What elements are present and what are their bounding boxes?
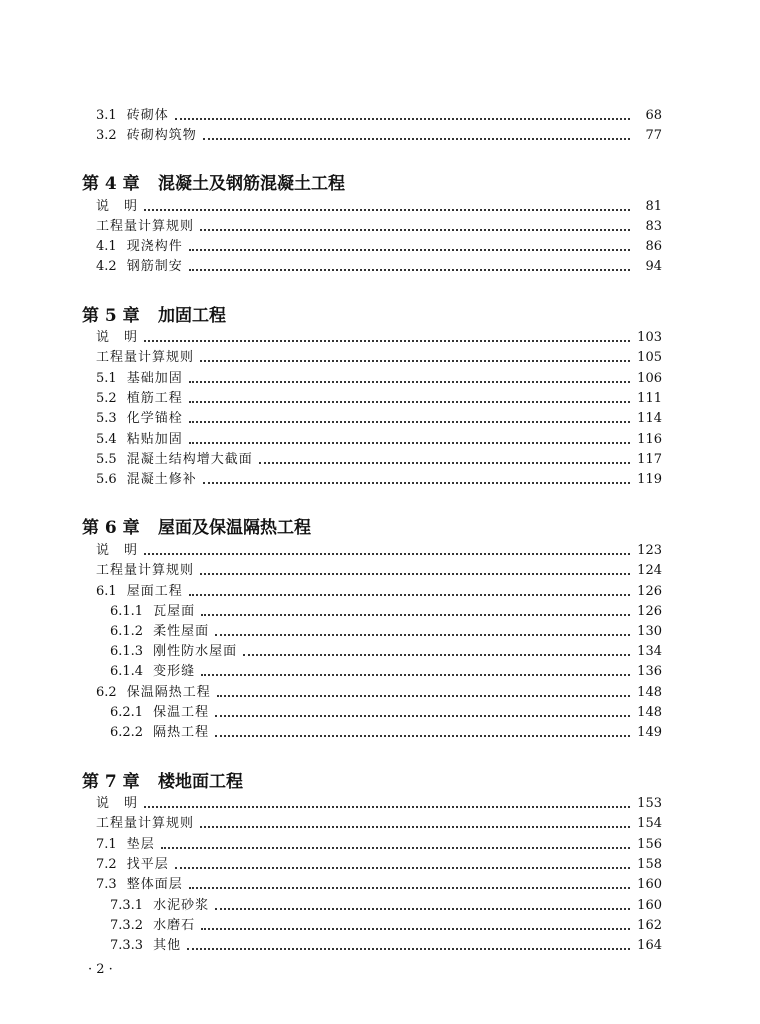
- entry-number: 7.3.1: [110, 898, 144, 913]
- entry-title: 说 明: [96, 543, 139, 558]
- entry-label: [96, 409, 183, 429]
- entry-number: 5.1: [96, 371, 117, 386]
- entry-title: 混凝土结构增大截面: [126, 452, 253, 467]
- entry-title: 垫层: [126, 837, 155, 852]
- entry-title: 隔热工程: [153, 725, 210, 740]
- entry-title: 找平层: [126, 857, 169, 872]
- entry-number: 5.4: [96, 432, 117, 447]
- entry-title: 说 明: [96, 330, 139, 345]
- entry-title: 混凝土修补: [126, 472, 197, 487]
- toc-entry[interactable]: [0, 126, 760, 146]
- dot-leader: [161, 847, 630, 849]
- dot-leader: [217, 695, 630, 697]
- entry-number: 6.1: [96, 584, 117, 599]
- chapter-title: 加固工程: [158, 306, 226, 326]
- dot-leader: [189, 442, 630, 444]
- toc-entry[interactable]: [0, 835, 760, 855]
- entry-number: 7.3.2: [110, 918, 144, 933]
- entry-label: [110, 602, 195, 622]
- entry-title: 说 明: [96, 199, 139, 214]
- dot-leader: [200, 229, 630, 231]
- entry-title: 钢筋制安: [126, 259, 183, 274]
- entry-number: 6.1.2: [110, 624, 144, 639]
- entry-page-number: 106: [637, 371, 662, 386]
- entry-page-number: 130: [637, 624, 662, 639]
- dot-leader: [215, 908, 630, 910]
- toc-entry[interactable]: [0, 369, 760, 389]
- entry-page-number: 160: [637, 877, 662, 892]
- toc-entry[interactable]: [0, 106, 760, 126]
- dot-leader: [203, 482, 630, 484]
- entry-number: 6.2: [96, 685, 117, 700]
- entry-title: 工程量计算规则: [96, 563, 195, 578]
- entry-number: 5.6: [96, 472, 117, 487]
- dot-leader: [189, 269, 630, 271]
- toc-entry[interactable]: [0, 703, 760, 723]
- entry-title: 保温工程: [153, 705, 210, 720]
- entry-label: [96, 875, 183, 895]
- entry-label: [96, 328, 138, 348]
- entry-page-number: 134: [637, 644, 662, 659]
- dot-leader: [189, 249, 630, 251]
- entry-page-number: 164: [637, 938, 662, 953]
- entry-page-number: 117: [637, 452, 662, 467]
- dot-leader: [187, 948, 630, 950]
- entry-page-number: 111: [637, 391, 662, 406]
- dot-leader: [144, 340, 630, 342]
- entry-title: 砖砌构筑物: [126, 128, 197, 143]
- entry-page-number: 126: [637, 604, 662, 619]
- entry-page-number: 156: [637, 837, 662, 852]
- entry-number: 6.1.4: [110, 664, 144, 679]
- dot-leader: [175, 118, 630, 120]
- entry-label: [96, 430, 183, 450]
- entry-label: [110, 896, 209, 916]
- toc-entry[interactable]: [0, 217, 760, 237]
- entry-label: [110, 916, 195, 936]
- toc-entry[interactable]: [0, 622, 760, 642]
- entry-title: 其他: [153, 938, 182, 953]
- entry-title: 粘贴加固: [126, 432, 183, 447]
- entry-label: [96, 257, 183, 277]
- entry-label: [110, 662, 195, 682]
- entry-title: 工程量计算规则: [96, 219, 195, 234]
- entry-number: 5.2: [96, 391, 117, 406]
- entry-number: 6.2.1: [110, 705, 144, 720]
- chapter-number: 第 5 章: [82, 306, 140, 326]
- entry-page-number: 149: [637, 725, 662, 740]
- chapter-heading: [0, 770, 760, 794]
- entry-page-number: 83: [645, 219, 662, 234]
- entry-title: 水磨石: [153, 918, 196, 933]
- entry-page-number: 158: [637, 857, 662, 872]
- dot-leader: [175, 867, 630, 869]
- toc-entry[interactable]: [0, 430, 760, 450]
- toc-entry[interactable]: [0, 389, 760, 409]
- toc-entry[interactable]: [0, 582, 760, 602]
- toc-entry[interactable]: [0, 875, 760, 895]
- chapter-number: 第 6 章: [82, 518, 140, 538]
- toc-entry[interactable]: [0, 936, 760, 956]
- toc-entry[interactable]: [0, 328, 760, 348]
- entry-page-number: 124: [637, 563, 662, 578]
- entry-number: 6.1.3: [110, 644, 144, 659]
- chapter-title: 楼地面工程: [158, 772, 243, 792]
- dot-leader: [144, 806, 630, 808]
- toc-entry[interactable]: [0, 541, 760, 561]
- entry-label: [110, 622, 209, 642]
- entry-number: 4.1: [96, 239, 117, 254]
- toc-entry[interactable]: [0, 683, 760, 703]
- dot-leader: [259, 462, 630, 464]
- dot-leader: [243, 654, 630, 656]
- entry-label: [110, 723, 209, 743]
- toc-entry[interactable]: [0, 794, 760, 814]
- dot-leader: [200, 573, 630, 575]
- dot-leader: [144, 209, 630, 211]
- dot-leader: [215, 735, 630, 737]
- entry-number: 4.2: [96, 259, 117, 274]
- entry-label: [96, 683, 211, 703]
- entry-title: 整体面层: [126, 877, 183, 892]
- entry-page-number: 103: [637, 330, 662, 345]
- entry-title: 工程量计算规则: [96, 350, 195, 365]
- entry-page-number: 77: [645, 128, 662, 143]
- entry-page-number: 119: [637, 472, 662, 487]
- toc-entry[interactable]: [0, 916, 760, 936]
- entry-number: 7.2: [96, 857, 117, 872]
- toc-entry[interactable]: [0, 450, 760, 470]
- entry-label: [96, 561, 194, 581]
- toc-entry[interactable]: [0, 814, 760, 834]
- entry-title: 现浇构件: [126, 239, 183, 254]
- dot-leader: [201, 928, 630, 930]
- entry-label: [110, 936, 181, 956]
- dot-leader: [189, 381, 630, 383]
- chapter-title: 屋面及保温隔热工程: [158, 518, 311, 538]
- entry-page-number: 162: [637, 918, 662, 933]
- entry-title: 刚性防水屋面: [153, 644, 238, 659]
- dot-leader: [215, 634, 630, 636]
- entry-page-number: 114: [637, 411, 662, 426]
- dot-leader: [215, 715, 630, 717]
- entry-label: [110, 642, 237, 662]
- entry-label: [96, 237, 183, 257]
- dot-leader: [200, 826, 630, 828]
- toc-entry[interactable]: [0, 602, 760, 622]
- toc-entry[interactable]: [0, 642, 760, 662]
- entry-label: [96, 541, 138, 561]
- entry-label: [96, 794, 138, 814]
- chapter-number: 第 7 章: [82, 772, 140, 792]
- entry-number: 7.3: [96, 877, 117, 892]
- dot-leader: [203, 138, 630, 140]
- entry-number: 3.2: [96, 128, 117, 143]
- entry-label: [96, 835, 155, 855]
- entry-title: 基础加固: [126, 371, 183, 386]
- toc-entry[interactable]: [0, 409, 760, 429]
- toc-entry[interactable]: [0, 470, 760, 490]
- page-number: · 2 ·: [88, 962, 113, 977]
- entry-page-number: 105: [637, 350, 662, 365]
- entry-label: [96, 348, 194, 368]
- entry-title: 砖砌体: [126, 108, 169, 123]
- entry-page-number: 154: [637, 816, 662, 831]
- chapter-heading: [0, 304, 760, 328]
- entry-label: [96, 126, 197, 146]
- entry-title: 瓦屋面: [153, 604, 196, 619]
- chapter-number: 第 4 章: [82, 174, 140, 194]
- entry-page-number: 116: [637, 432, 662, 447]
- entry-label: [96, 197, 138, 217]
- entry-page-number: 81: [645, 199, 662, 214]
- chapter-title: 混凝土及钢筋混凝土工程: [158, 174, 345, 194]
- entry-title: 柔性屋面: [153, 624, 210, 639]
- toc-entry[interactable]: [0, 197, 760, 217]
- entry-title: 工程量计算规则: [96, 816, 195, 831]
- entry-number: 6.1.1: [110, 604, 144, 619]
- entry-label: [96, 450, 253, 470]
- toc-entry[interactable]: [0, 896, 760, 916]
- entry-page-number: 68: [645, 108, 662, 123]
- entry-label: [96, 389, 183, 409]
- entry-title: 水泥砂浆: [153, 898, 210, 913]
- entry-number: 7.3.3: [110, 938, 144, 953]
- entry-page-number: 126: [637, 584, 662, 599]
- entry-page-number: 153: [637, 796, 662, 811]
- entry-label: [96, 855, 169, 875]
- entry-page-number: 148: [637, 685, 662, 700]
- entry-title: 屋面工程: [126, 584, 183, 599]
- dot-leader: [201, 674, 630, 676]
- toc-entry[interactable]: [0, 348, 760, 368]
- entry-number: 7.1: [96, 837, 117, 852]
- entry-label: [96, 814, 194, 834]
- entry-label: [96, 106, 169, 126]
- entry-page-number: 148: [637, 705, 662, 720]
- entry-title: 植筋工程: [126, 391, 183, 406]
- dot-leader: [144, 553, 630, 555]
- entry-page-number: 94: [645, 259, 662, 274]
- entry-label: [96, 582, 183, 602]
- toc-entry[interactable]: [0, 723, 760, 743]
- dot-leader: [201, 614, 630, 616]
- dot-leader: [189, 401, 630, 403]
- chapter-heading: [0, 516, 760, 540]
- entry-label: [110, 703, 209, 723]
- entry-title: 保温隔热工程: [126, 685, 211, 700]
- entry-number: 5.5: [96, 452, 117, 467]
- entry-label: [96, 369, 183, 389]
- entry-page-number: 136: [637, 664, 662, 679]
- entry-label: [96, 217, 194, 237]
- entry-page-number: 160: [637, 898, 662, 913]
- toc-entry[interactable]: [0, 662, 760, 682]
- toc-entry[interactable]: [0, 257, 760, 277]
- entry-title: 说 明: [96, 796, 139, 811]
- entry-title: 化学锚栓: [126, 411, 183, 426]
- entry-title: 变形缝: [153, 664, 196, 679]
- entry-page-number: 123: [637, 543, 662, 558]
- dot-leader: [189, 887, 630, 889]
- entry-number: 3.1: [96, 108, 117, 123]
- dot-leader: [189, 421, 630, 423]
- dot-leader: [189, 594, 630, 596]
- entry-number: 6.2.2: [110, 725, 144, 740]
- toc-entry[interactable]: [0, 561, 760, 581]
- toc-entry[interactable]: [0, 855, 760, 875]
- toc-entry[interactable]: [0, 237, 760, 257]
- entry-number: 5.3: [96, 411, 117, 426]
- dot-leader: [200, 360, 630, 362]
- entry-label: [96, 470, 197, 490]
- entry-page-number: 86: [645, 239, 662, 254]
- chapter-heading: [0, 172, 760, 196]
